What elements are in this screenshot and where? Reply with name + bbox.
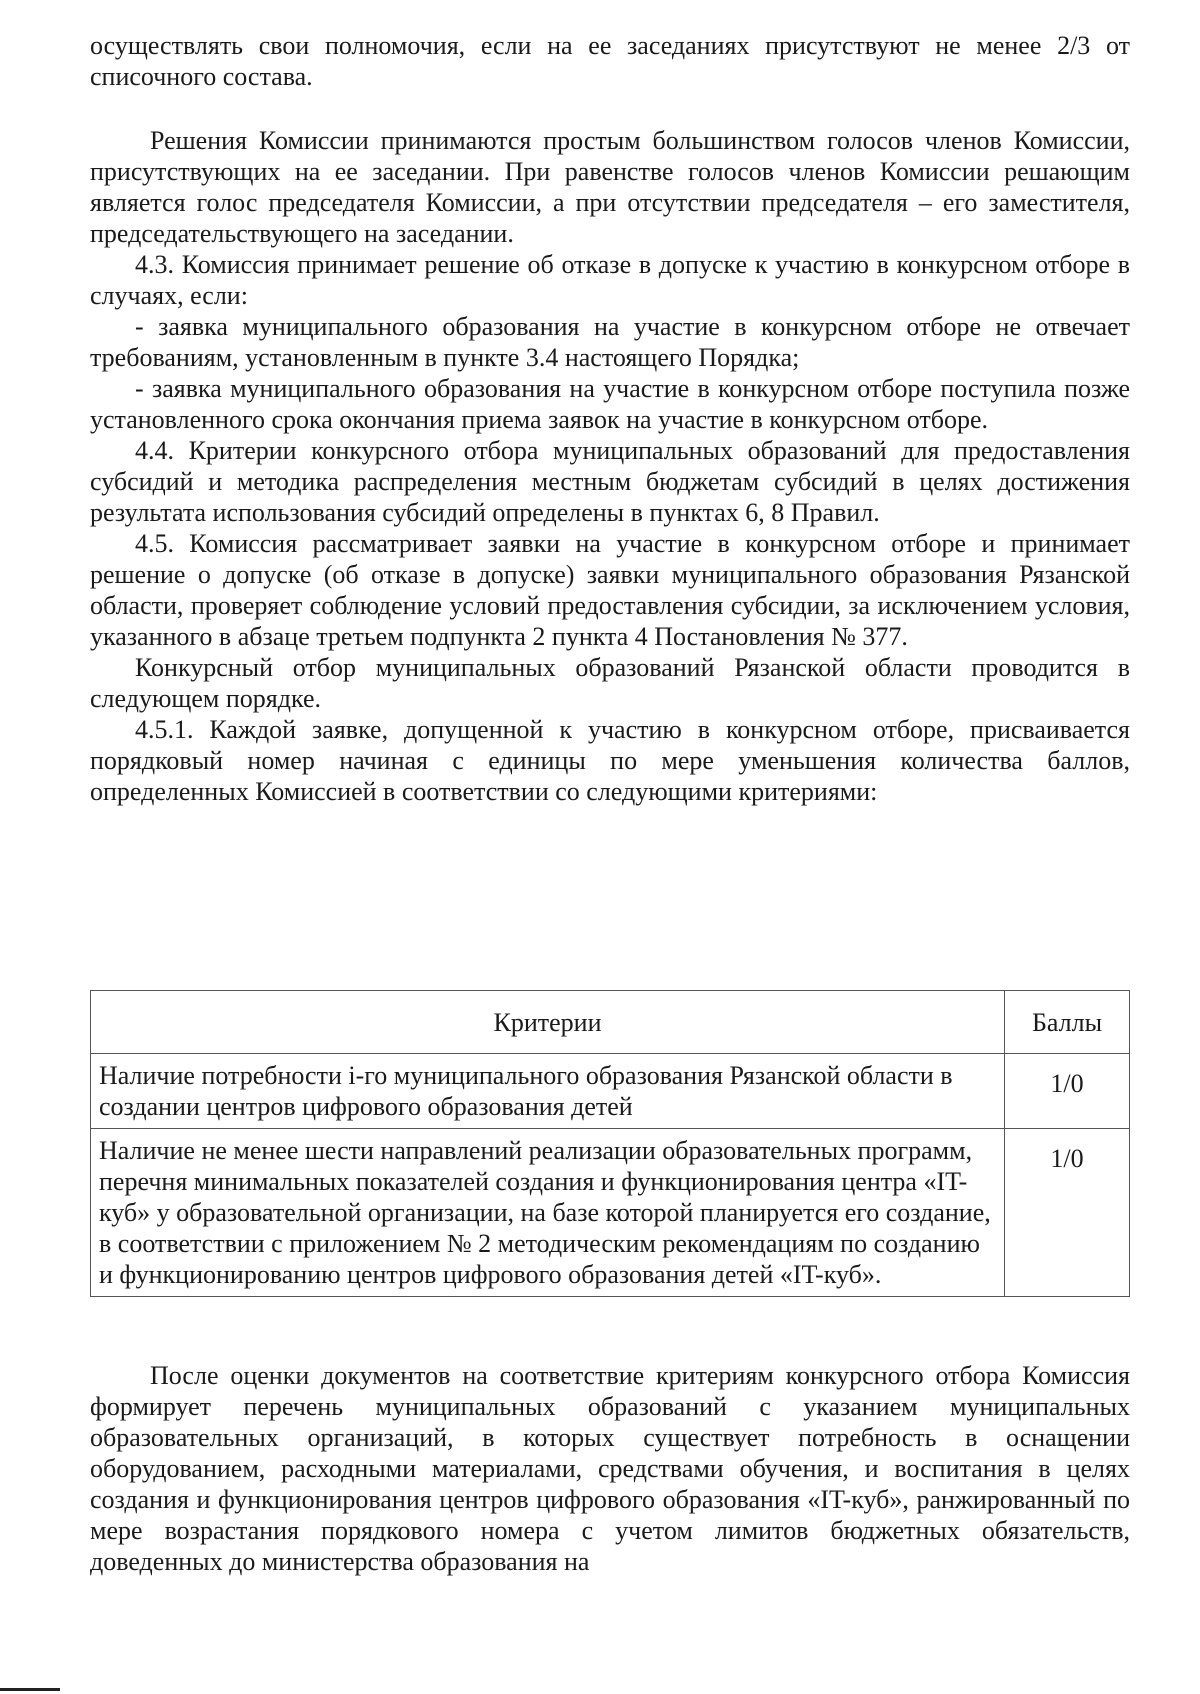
paragraph-4-3: 4.3. Комиссия принимает решение об отказе в допуске к участию в конкурсном отборе в случаях, если: bbox=[90, 250, 1130, 310]
paragraph-4-4: 4.4. Критерии конкурсного отбора муниципальных образований для предоставления субсидий и методика распределения местным бюджетам субсидий в целях достижения результата использования субсидий определены в пунктах 6, 8 Правил. bbox=[90, 436, 1130, 527]
criteria-table bbox=[90, 990, 1130, 1297]
paragraph-4-5: 4.5. Комиссия рассматривает заявки на участие в конкурсном отборе и принимает решение о допуске (об отказе в допуске) заявки муниципального образования Рязанской области, проверяет соблюдение условий предоставления субсидии, за исключением условия, указанного в абзаце третьем подпункта 2 пункта 4 Постановления № 377. bbox=[90, 529, 1130, 651]
criterion-cell: Наличие потребности i-го муниципального образования Рязанской области в создании центров цифрового образования детей bbox=[91, 1054, 1005, 1129]
text-block-top bbox=[90, 30, 1130, 92]
scan-edge-mark bbox=[0, 1688, 60, 1691]
paragraph-selection-order: Конкурсный отбор муниципальных образований Рязанской области проводится в следующем порядке. bbox=[90, 653, 1130, 713]
paragraph-after-evaluation: После оценки документов на соответствие критериям конкурсного отбора Комиссия формирует перечень муниципальных образований с указанием муниципальных образовательных организаций, в которых существует потребность в оснащении оборудованием, расходными материалами, средствами обучения, и воспитания в целях создания и функционирования центров цифрового образования «IT-куб», ранжированный по мере возрастания порядкового номера с учетом лимитов бюджетных обязательств, доведенных до министерства образования на bbox=[90, 1361, 1130, 1576]
list-item-refusal-2: - заявка муниципального образования на участие в конкурсном отборе поступила позже установленного срока окончания приема заявок на участие в конкурсном отборе. bbox=[90, 374, 1130, 434]
paragraph-decisions: Решения Комиссии принимаются простым большинством голосов членов Комиссии, присутствующих на ее заседании. При равенстве голосов членов Комиссии решающим является голос председателя Комиссии, а при отсутствии председателя – его заместителя, председательствующего на заседании. bbox=[90, 126, 1130, 248]
table-row bbox=[91, 1129, 1130, 1297]
paragraph-4-5-1: 4.5.1. Каждой заявке, допущенной к участию в конкурсном отборе, присваивается порядковый номер начиная с единицы по мере уменьшения количества баллов, определенных Комиссией в соответствии со следующими критериями: bbox=[90, 715, 1130, 806]
criterion-cell: Наличие не менее шести направлений реализации образовательных программ, перечня минимальных показателей создания и функционирования центра «IT-куб» у образовательной организации, на базе которой планируется его создание, в соответствии с приложением № 2 методическим рекомендациям по созданию и функционированию центров цифрового образования детей «IT-куб». bbox=[91, 1129, 1005, 1297]
text-block-main bbox=[90, 125, 1130, 807]
score-cell: 1/0 bbox=[1005, 1054, 1130, 1129]
text-block-bottom bbox=[90, 1360, 1130, 1577]
table-header-row bbox=[91, 991, 1130, 1054]
table-row bbox=[91, 1054, 1130, 1129]
score-cell: 1/0 bbox=[1005, 1129, 1130, 1297]
column-header-score: Баллы bbox=[1005, 991, 1130, 1054]
list-item-refusal-1: - заявка муниципального образования на участие в конкурсном отборе не отвечает требованиям, установленным в пункте 3.4 настоящего Порядка; bbox=[90, 312, 1130, 372]
column-header-criteria: Критерии bbox=[91, 991, 1005, 1054]
paragraph: осуществлять свои полномочия, если на ее заседаниях присутствуют не менее 2/3 от списочного состава. bbox=[90, 31, 1130, 91]
